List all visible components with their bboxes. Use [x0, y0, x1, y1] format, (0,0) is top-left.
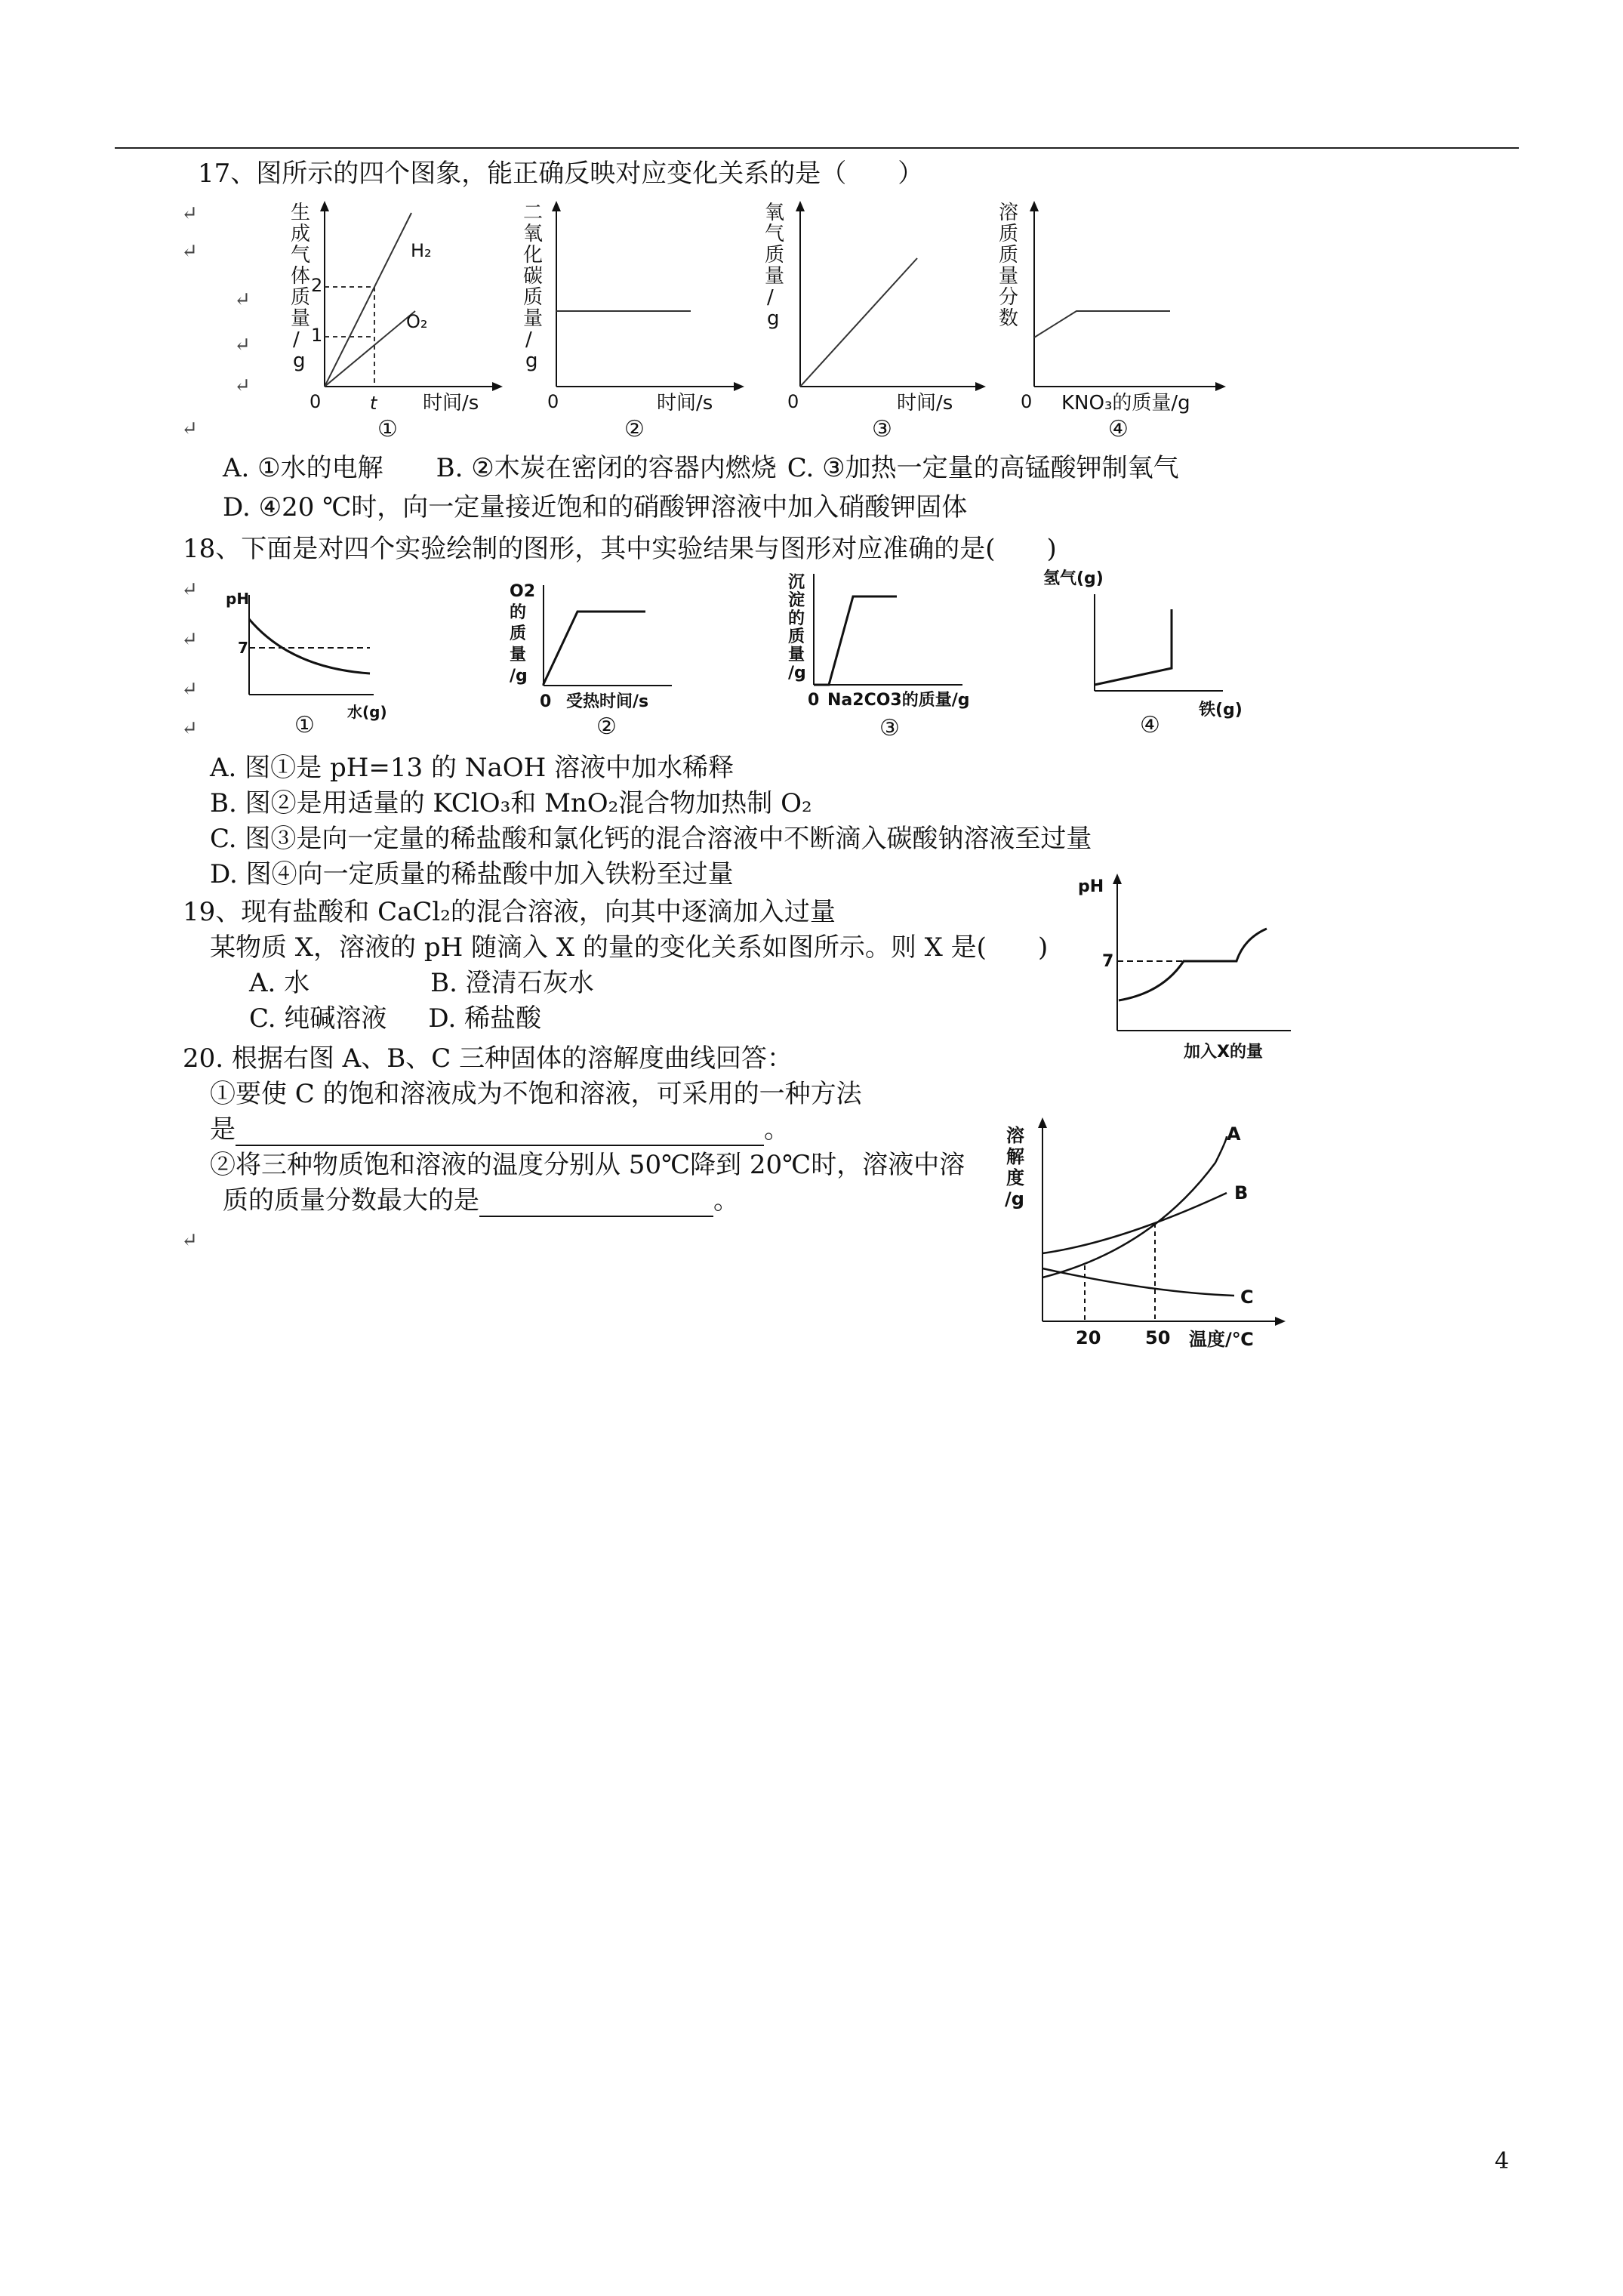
- q17-option-d: D. ④20 ℃时，向一定量接近饱和的硝酸钾溶液中加入硝酸钾固体: [223, 492, 968, 522]
- y-char: 量: [788, 646, 805, 664]
- y-char: 的: [510, 603, 527, 622]
- y-axis-label: 氢气(g): [1043, 569, 1104, 588]
- graph-number: ③: [872, 416, 892, 442]
- y-axis-arrow: [1030, 201, 1039, 211]
- y-char: /g: [510, 667, 528, 686]
- tick-label-7: 7: [238, 639, 248, 657]
- x-axis-label: 铁(g): [1199, 701, 1243, 720]
- q18-graph-2: [502, 574, 683, 747]
- q19-options-row2: [249, 1002, 541, 1035]
- y-axis-label: pH: [226, 590, 250, 608]
- q19-option-a: A. 水: [249, 968, 310, 998]
- series-line: [1095, 609, 1172, 685]
- y-char: 二: [523, 202, 544, 224]
- x-axis-label: 加入X的量: [1184, 1043, 1263, 1062]
- y-char: 质: [999, 244, 1019, 267]
- y-char: 质: [788, 627, 805, 646]
- return-mark: ↵: [181, 240, 198, 263]
- answer-blank-1[interactable]: [236, 1119, 764, 1146]
- y-char: 成: [291, 223, 311, 245]
- x-axis-label: KNO₃的质量/g: [1061, 392, 1190, 415]
- series-label-h2: H₂: [411, 240, 432, 261]
- y-char: 氧: [523, 223, 544, 245]
- y-axis-arrow: [1038, 1117, 1047, 1128]
- origin-label: 0: [808, 691, 820, 710]
- return-mark: ↵: [234, 334, 251, 356]
- x-axis-arrow: [975, 382, 986, 391]
- origin-label: 0: [540, 692, 552, 711]
- x-axis-label: 受热时间/s: [566, 692, 649, 711]
- return-mark: ↵: [181, 678, 198, 701]
- y-char: g: [767, 307, 780, 330]
- origin-label: 0: [547, 391, 559, 412]
- q20-solubility-graph: [1000, 1117, 1302, 1359]
- graph-number: ②: [596, 713, 617, 740]
- y-char: 淀: [788, 591, 805, 610]
- q20-part1-line2: [210, 1113, 790, 1146]
- return-mark: ↵: [181, 717, 198, 740]
- q17-graph-4: [995, 198, 1236, 442]
- graph-number: ④: [1140, 712, 1160, 738]
- origin-label: 0: [787, 391, 799, 412]
- series-label-o2: O₂: [406, 311, 428, 332]
- q17-option-c: C. ③加热一定量的高锰酸钾制氧气: [787, 453, 1179, 483]
- y-char: 度: [1006, 1167, 1024, 1188]
- y-char: 量: [999, 265, 1019, 288]
- q18-graph-4: [1034, 562, 1261, 747]
- series-line: [1119, 929, 1267, 1000]
- y-char: 氧: [765, 202, 785, 224]
- graph-number: ③: [879, 715, 900, 741]
- y-char: 沉: [788, 573, 805, 592]
- series-line-c: [1042, 1268, 1234, 1296]
- y-char: 碳: [523, 265, 544, 288]
- y-char: 质: [765, 244, 785, 267]
- q20-part1-end: 。: [764, 1114, 790, 1145]
- return-mark: ↵: [181, 628, 198, 651]
- origin-label: 0: [1021, 391, 1033, 412]
- q19-stem-2: 某物质 X，溶液的 pH 随滴入 X 的量的变化关系如图所示。则 X 是( ): [210, 932, 1049, 963]
- y-char: 体: [291, 265, 311, 288]
- series-line-h2: [325, 213, 411, 387]
- q17-graph-2-ylabel: [523, 202, 543, 372]
- y-char: /: [767, 286, 774, 309]
- q17-graph-3-ylabel: [765, 202, 784, 330]
- tick-label-1: 1: [311, 325, 323, 346]
- q18-option-a: A. 图①是 pH=13 的 NaOH 溶液中加水稀释: [210, 753, 735, 783]
- return-mark: ↵: [181, 1229, 198, 1252]
- y-char: 解: [1006, 1146, 1024, 1167]
- q20-part2-prefix: 质的质量分数最大的是: [223, 1185, 479, 1216]
- y-char: g: [293, 350, 306, 372]
- q18-option-b: B. 图②是用适量的 KClO₃和 MnO₂混合物加热制 O₂: [210, 788, 812, 818]
- graph-number: ①: [377, 416, 398, 442]
- x-axis-label: 时间/s: [657, 392, 713, 415]
- tick-label-t: t: [370, 393, 377, 414]
- x-axis-label: 温度/℃: [1189, 1329, 1254, 1350]
- q18-stem: 18、下面是对四个实验绘制的图形，其中实验结果与图形对应准确的是( ): [183, 534, 1057, 564]
- y-char: 质: [291, 286, 311, 309]
- graph-number: ④: [1108, 416, 1129, 442]
- series-line: [814, 596, 897, 685]
- q20-part2-end: 。: [713, 1185, 739, 1216]
- q18-graph-3: [778, 568, 981, 747]
- q20-graph-ylabel: [1005, 1125, 1024, 1210]
- y-char: 生: [291, 202, 311, 224]
- return-mark: ↵: [181, 202, 198, 225]
- q18-option-c: C. 图③是向一定量的稀盐酸和氯化钙的混合溶液中不断滴入碳酸钠溶液至过量: [210, 824, 1092, 854]
- q19-option-c: C. 纯碱溶液: [249, 1003, 387, 1034]
- q18-option-d: D. 图④向一定质量的稀盐酸中加入铁粉至过量: [210, 859, 734, 889]
- y-char: 数: [999, 307, 1019, 330]
- y-char: /g: [788, 664, 806, 683]
- return-mark: ↵: [181, 578, 198, 601]
- series-line: [800, 258, 917, 387]
- y-char: 量: [510, 646, 527, 664]
- y-char: 量: [523, 307, 544, 330]
- y-char: 质: [999, 223, 1019, 245]
- q17-option-a: A. ①水的电解: [223, 453, 383, 483]
- y-char: 溶: [999, 202, 1019, 224]
- y-char: 分: [999, 286, 1019, 309]
- y-axis-arrow: [320, 201, 329, 211]
- page-number: 4: [1495, 2148, 1510, 2174]
- origin-label: 0: [310, 391, 322, 412]
- q19-stem-1: 19、现有盐酸和 CaCl₂的混合溶液，向其中逐滴加入过量: [183, 897, 836, 927]
- return-mark: ↵: [234, 288, 251, 311]
- q17-graph-2: [517, 198, 759, 442]
- tick-label-2: 2: [311, 275, 323, 296]
- q19-graph: [1072, 872, 1313, 1072]
- q18-graph-3-ylabel: [788, 573, 806, 683]
- q17-options-line1: [223, 451, 1179, 485]
- x-axis-arrow: [1215, 382, 1226, 391]
- y-char: 化: [523, 244, 544, 267]
- q20-part2-line1: ②将三种物质饱和溶液的温度分别从 50℃降到 20℃时，溶液中溶: [210, 1150, 965, 1180]
- q20-stem: 20. 根据右图 A、B、C 三种固体的溶解度曲线回答：: [183, 1043, 793, 1074]
- q17-stem: 17、图所示的四个图象，能正确反映对应变化关系的是（ ）: [198, 159, 924, 189]
- graph-number: ①: [294, 712, 315, 738]
- q17-graph-1-ylabel: [291, 202, 310, 372]
- x-axis-label: 时间/s: [423, 392, 479, 415]
- series-line-o2: [325, 311, 415, 387]
- return-mark: ↵: [181, 418, 198, 440]
- tick-label-7: 7: [1102, 952, 1114, 971]
- y-char: 质: [510, 624, 527, 643]
- q17-graph-1: [272, 198, 513, 442]
- x-axis-label: 时间/s: [897, 392, 953, 415]
- y-char: 量: [765, 265, 785, 288]
- q17-option-b: B. ②木炭在密闭的容器内燃烧: [436, 453, 777, 483]
- y-char: 质: [523, 286, 544, 309]
- y-axis-arrow: [552, 201, 561, 211]
- y-axis-arrow: [796, 201, 805, 211]
- header-rule: [115, 147, 1519, 149]
- q19-option-d: D. 稀盐酸: [428, 1003, 542, 1034]
- y-char: 溶: [1006, 1125, 1024, 1146]
- q20-part2-line2: [223, 1184, 739, 1217]
- tick-label-50: 50: [1145, 1327, 1171, 1348]
- q20-part1-line1: ①要使 C 的饱和溶液成为不饱和溶液，可采用的一种方法: [210, 1079, 862, 1109]
- y-char: /g: [1005, 1188, 1024, 1210]
- y-axis-arrow: [1113, 874, 1122, 884]
- series-line: [544, 612, 645, 686]
- y-char: 气: [765, 223, 785, 245]
- q20-part1-prefix: 是: [210, 1114, 236, 1145]
- tick-label-20: 20: [1076, 1327, 1101, 1348]
- y-axis-label: pH: [1078, 877, 1104, 896]
- q17-graph-4-ylabel: [999, 202, 1018, 330]
- y-char: g: [525, 350, 538, 372]
- q19-options-row1: [249, 966, 594, 1000]
- x-axis-arrow: [734, 382, 744, 391]
- q19-option-b: B. 澄清石灰水: [430, 968, 594, 998]
- return-mark: ↵: [234, 374, 251, 397]
- answer-blank-2[interactable]: [479, 1190, 713, 1217]
- q18-graph-1: [223, 581, 396, 747]
- series-line: [1034, 311, 1170, 337]
- x-axis-arrow: [1275, 1317, 1286, 1326]
- y-char: 的: [788, 609, 805, 628]
- y-char: /: [293, 328, 300, 351]
- y-char: 量: [291, 307, 311, 330]
- y-char: 气: [291, 244, 311, 267]
- series-label-a: A: [1227, 1123, 1241, 1145]
- series-line: [249, 619, 370, 673]
- series-line-a: [1042, 1136, 1227, 1277]
- y-char: O2: [510, 582, 536, 601]
- series-line-b: [1042, 1193, 1227, 1253]
- graph-number: ②: [624, 416, 645, 442]
- x-axis-label: 水(g): [347, 703, 387, 721]
- x-axis-arrow: [492, 382, 503, 391]
- y-char: /: [525, 328, 532, 351]
- series-label-c: C: [1240, 1287, 1254, 1308]
- x-axis-label: Na2CO3的质量/g: [827, 691, 970, 710]
- q17-graph-3: [759, 198, 1000, 442]
- series-label-b: B: [1234, 1182, 1249, 1203]
- q18-graph-2-ylabel: [510, 582, 535, 686]
